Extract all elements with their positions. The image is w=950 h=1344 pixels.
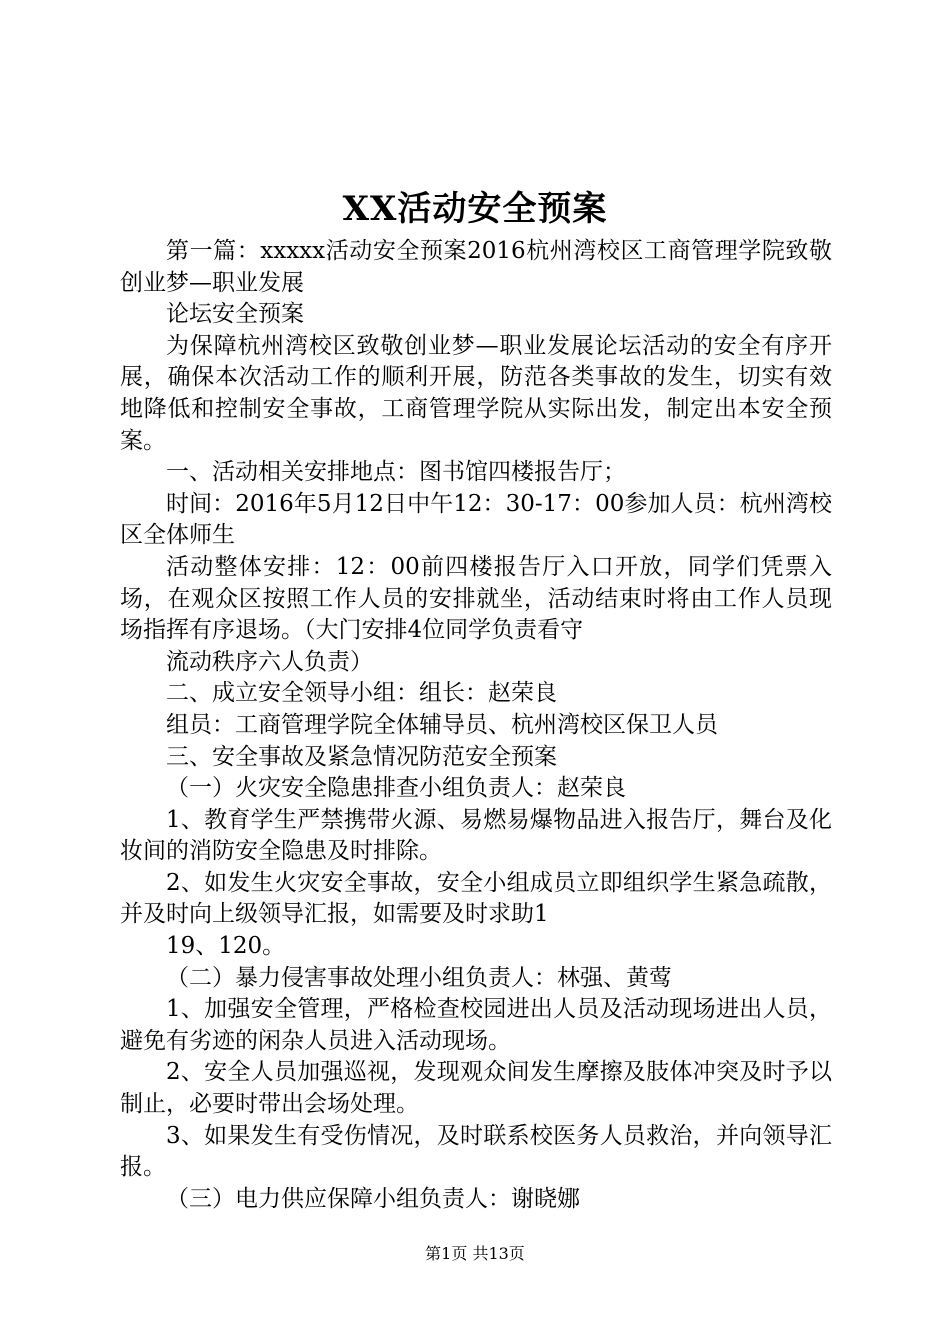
paragraph-9: 组员：工商管理学院全体辅导员、杭州湾校区保卫人员 xyxy=(166,711,718,738)
paragraph-11: （一）火灾安全隐患排查小组负责人：赵荣良 xyxy=(166,775,626,802)
paragraph-18: 3、如果发生有受伤情况，及时联系校医务人员救治，并向领导汇报。 xyxy=(120,1122,832,1181)
paragraph-14: 19、120。 xyxy=(166,933,286,960)
paragraph-19: （三）电力供应保障小组负责人：谢晓娜 xyxy=(166,1185,580,1212)
paragraph-7: 流动秩序六人负责） xyxy=(166,648,373,675)
paragraph-12: 1、教育学生严禁携带火源、易燃易爆物品进入报告厅，舞台及化妆间的消防安全隐患及时排除。 xyxy=(120,806,832,865)
page-number-footer: 第1页 共13页 xyxy=(425,1244,525,1263)
paragraph-15: （二）暴力侵害事故处理小组负责人：林强、黄莺 xyxy=(166,964,672,991)
paragraph-5: 时间：2016年5月12日中午12：30-17：00参加人员：杭州湾校区全体师生 xyxy=(120,490,832,549)
paragraph-16: 1、加强安全管理，严格检查校园进出人员及活动现场进出人员，避免有劣迹的闲杂人员进入活动现场。 xyxy=(120,996,832,1054)
document-body xyxy=(120,236,832,1215)
document-title: XX活动安全预案 xyxy=(342,189,608,229)
paragraph-13: 2、如发生火灾安全事故，安全小组成员立即组织学生紧急疏散，并及时向上级领导汇报，如需要及时求助1 xyxy=(120,869,832,928)
paragraph-10: 三、安全事故及紧急情况防范安全预案 xyxy=(166,743,557,770)
paragraph-3: 为保障杭州湾校区致敬创业梦—职业发展论坛活动的安全有序开展，确保本次活动工作的顺利开展，防范各类事故的发生，切实有效地降低和控制安全事故，工商管理学院从实际出发，制定出本安全预案。 xyxy=(120,332,832,454)
paragraph-17: 2、安全人员加强巡视，发现观众间发生摩擦及肢体冲突及时予以制止，必要时带出会场处理。 xyxy=(120,1059,832,1118)
paragraph-8: 二、成立安全领导小组：组长：赵荣良 xyxy=(166,680,557,707)
paragraph-2: 论坛安全预案 xyxy=(166,301,304,328)
paragraph-1: 第一篇：xxxxx活动安全预案2016杭州湾校区工商管理学院致敬创业梦—职业发展 xyxy=(120,238,832,296)
paragraph-6: 活动整体安排：12：00前四楼报告厅入口开放，同学们凭票入场，在观众区按照工作人员的安排就坐，活动结束时将由工作人员现场指挥有序退场。（大门安排4位同学负责看守 xyxy=(120,553,832,644)
paragraph-4: 一、活动相关安排地点：图书馆四楼报告厅； xyxy=(166,459,626,486)
